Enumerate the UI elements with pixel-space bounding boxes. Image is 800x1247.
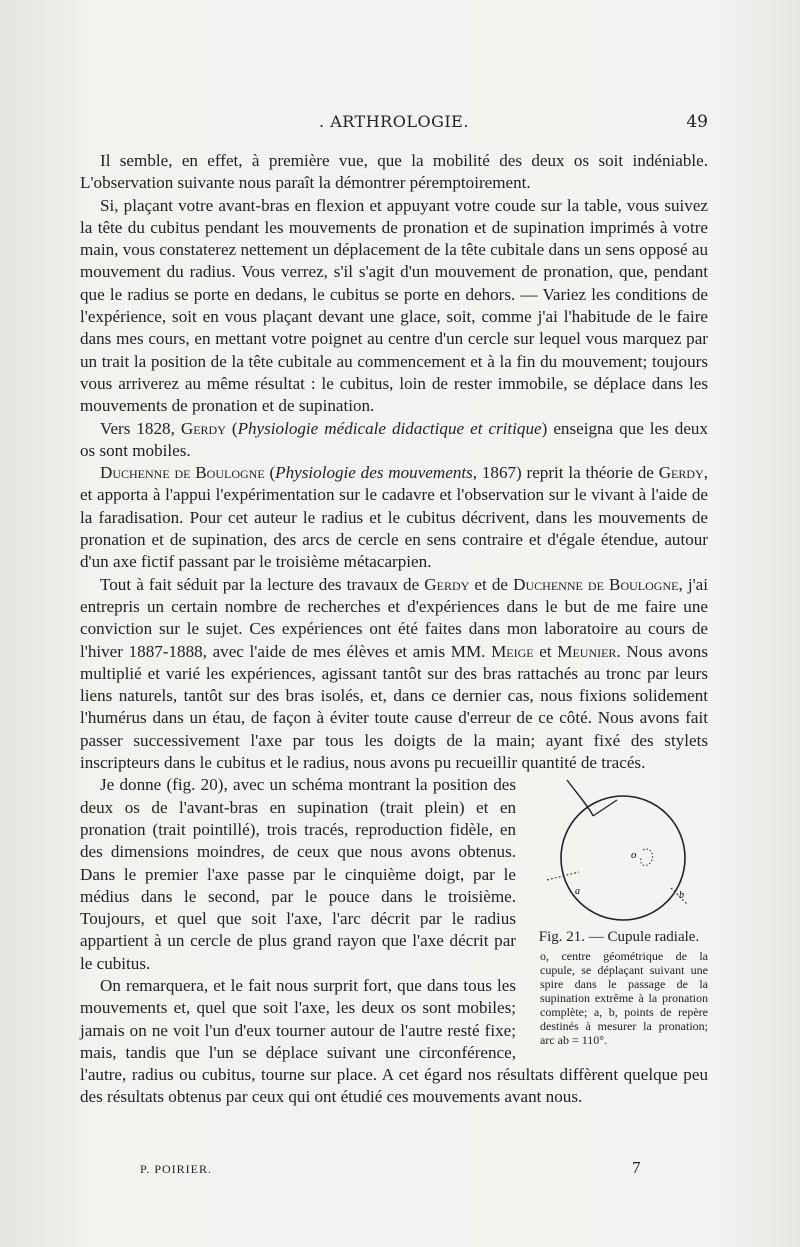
footer-signature: P. POIRIER. bbox=[140, 1162, 213, 1176]
page-header bbox=[80, 112, 708, 142]
cup-outline bbox=[561, 796, 685, 920]
paragraph-7: On remarquera, et le fait nous surprit fort, que dans tous les mouvements et, quel que soit l'axe, les deux os sont mobiles; jamais on ne voit l'un d'eux tourner autour de l'autre resté fixe; mais, tandis que l'un se déplace suivant une circonférence, l'autre, radius ou cubitus, tourne sur place. A cet égard nos résultats diffèrent quelque peu des résultats obtenus par ceux qui ont étudié ces mouvements avant nous. bbox=[80, 975, 708, 1107]
paragraph-6: Je donne (fig. 20), avec un schéma montrant la position des deux os de l'avant-bras en supination (trait plein) et en pronation (trait pointillé), trois tracés, reproduction fidèle, en des dimensions moindres, de ceux que nous avons obtenus. Dans le premier l'axe passe par le cinquième doigt, par le médius dans le second, par le pouce dans le troisième. Toujours, et quel que soit l'axe, l'arc décrit par le radius appartient à un cercle de plus grand rayon que l'axe décrit par le cubitus. bbox=[80, 775, 516, 973]
author-name: Gerdy bbox=[180, 418, 226, 438]
paragraph-3: Vers 1828, Gerdy (Physiologie médicale didactique et critique) enseigna que les deux os sont mobiles. bbox=[80, 418, 709, 460]
author-name: Duchenne de Boulogne bbox=[100, 463, 265, 483]
figure-title: Fig. 21. — Cupule radiale. bbox=[538, 929, 700, 946]
spiral-path bbox=[641, 849, 653, 865]
figure-description: o, centre géométrique de la cupule, se déplaçant suivant une spire dans le passage de la supination extrême à la pronation complète; a, b, points de repère destinés à mesurer la pronation; arc ab = 110°. bbox=[540, 949, 708, 1048]
paragraph-4: Duchenne de Boulogne (Physiologie des mouvements, 1867) reprit la théorie de Gerdy, et apporta à l'appui l'expérimentation sur le cadavre et l'observation sur le vivant à l'aide de la faradisation. Pour cet auteur le radius et le cubitus décrivent, dans les mouvements de pronation et de supination, des arcs de cercle en sens contraire et d'égale étendue, autour d'un axe fictif passant par le troisième métacarpien. bbox=[80, 463, 708, 572]
author-name: Gerdy bbox=[424, 574, 470, 594]
book-title: Physiologie des mouvements bbox=[275, 463, 473, 483]
figure-caption bbox=[530, 930, 708, 1047]
footer-sheet-number: 7 bbox=[632, 1158, 641, 1177]
running-title: . ARTHROLOGIE. bbox=[319, 112, 469, 131]
label-b: b bbox=[679, 890, 684, 902]
reference-line-top bbox=[567, 780, 593, 816]
author-name: Gerdy bbox=[658, 463, 704, 483]
body-text bbox=[80, 150, 708, 1109]
author-name: Meunier bbox=[557, 641, 617, 661]
label-a: a bbox=[575, 886, 580, 898]
paragraph-2: Si, plaçant votre avant-bras en flexion et appuyant votre coude sur la table, vous suivez la tête du cubitus pendant les mouvements de pronation et de supination imprimés à votre main, vous constaterez nettement un déplacement de la tête cubitale dans un sens opposé au mouvement du radius. Vous verrez, s'il s'agit d'un mouvement de pronation, que, pendant que le radius se porte en dedans, le cubitus se porte en dehors. — Variez les conditions de l'expérience, soit en vous plaçant devant une glace, soit, comme j'ai l'habitude de le faire dans mes cours, en mettant votre poignet au centre d'un cercle sur lequel vous marquez par un trait la position de la tête cubitale au commencement et à la fin du mouvement; toujours vous arriverez au même résultat : le cubitus, loin de rester immobile, se déplace dans les mouvements de pronation et de supination. bbox=[80, 195, 708, 416]
book-title: Physiologie médicale didactique et critique bbox=[237, 418, 542, 438]
radial-cup-diagram bbox=[539, 776, 699, 926]
author-name: Duchenne de Boulogne bbox=[513, 574, 679, 594]
paragraph-1: Il semble, en effet, à première vue, que la mobilité des deux os soit indéniable. L'observation suivante nous paraît la démontrer péremptoirement. bbox=[80, 151, 708, 193]
author-name: Meige bbox=[491, 641, 534, 661]
label-o: o bbox=[631, 849, 637, 862]
page-number: 49 bbox=[686, 112, 708, 132]
figure-21 bbox=[530, 776, 708, 1047]
paragraph-5: Tout à fait séduit par la lecture des travaux de Gerdy et de Duchenne de Boulogne, j'ai entrepris un certain nombre de recherches et d'expériences dans le but de me faire une conviction sur le sujet. Ces expériences ont été faites dans mon laboratoire au cours de l'hiver 1887-1888, avec l'aide de mes élèves et amis MM. Meige et Meunier. Nous avons multiplié et varié les expériences, agissant tantôt sur des bras rattachés au tronc par leurs liens naturels, tantôt sur des bras isolés, et, dans ce dernier cas, nous fixions solidement l'humérus dans un étau, de façon à éviter toute cause d'erreur de ce côté. Nous avons fait passer successivement l'axe par tous les doigts de la main; ayant fixé des stylets inscripteurs dans le cubitus et le radius, nous avons pu recueillir quantité de tracés. bbox=[80, 574, 708, 773]
